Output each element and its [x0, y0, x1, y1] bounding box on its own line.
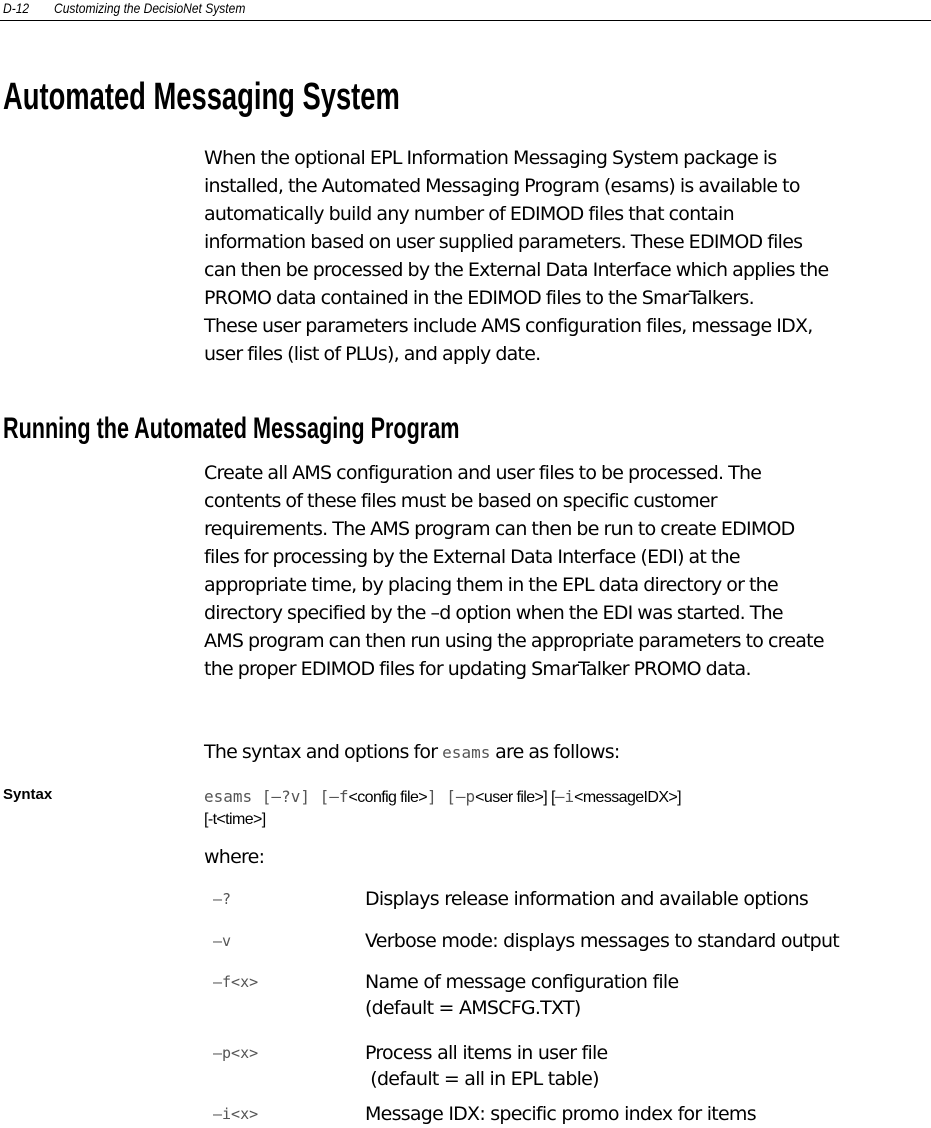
text-line: user files (list of PLUs), and apply date. — [204, 343, 541, 365]
command-name: esams — [442, 743, 491, 762]
option-flag: –i<x> — [213, 1105, 259, 1123]
option-flag: –f<x> — [213, 973, 259, 991]
syntax-intro-after: are as follows: — [490, 741, 620, 763]
text-line: (default = all in EPL table) — [365, 1068, 599, 1090]
where-label: where: — [204, 846, 265, 868]
option-description — [365, 928, 925, 954]
text-line: directory specified by the –d option when the EDI was started. The — [204, 602, 783, 624]
text-line: the proper EDIMOD files for updating SmarTalker PROMO data. — [204, 658, 751, 680]
text-line: AMS program can then run using the appropriate parameters to create — [204, 630, 824, 652]
syntax-part: <config file> — [348, 789, 427, 806]
option-description — [365, 1101, 925, 1127]
page-title: Automated Messaging System — [3, 76, 400, 118]
text-line: These user parameters include AMS configuration files, message IDX, — [204, 315, 813, 337]
chapter-title: Customizing the DecisioNet System — [54, 0, 246, 16]
page-number: D-12 — [3, 0, 30, 16]
syntax-part: esams [–?v] [–f — [204, 787, 349, 806]
syntax-part: <user file>] [ — [475, 789, 555, 806]
syntax-intro-before: The syntax and options for — [204, 741, 443, 763]
intro-paragraph — [204, 144, 929, 368]
running-paragraph — [204, 459, 929, 683]
text-line: can then be processed by the External Data Interface which applies the — [204, 259, 829, 281]
syntax-part: <messageIDX>] — [574, 789, 682, 806]
syntax-line: [-t<time>] — [204, 811, 266, 828]
text-line: requirements. The AMS program can then be run to create EDIMOD — [204, 518, 795, 540]
section-heading: Running the Automated Messaging Program — [3, 412, 460, 445]
option-description — [365, 1040, 925, 1092]
text-line: contents of these files must be based on specific customer — [204, 490, 717, 512]
text-line: Verbose mode: displays messages to standard output — [365, 930, 839, 952]
syntax-part: ] [–p — [426, 787, 476, 806]
option-flag: –v — [213, 932, 232, 950]
text-line: (default = AMSCFG.TXT) — [365, 997, 581, 1019]
page-header — [0, 0, 931, 21]
text-line: files for processing by the External Data Interface (EDI) at the — [204, 546, 740, 568]
text-line: When the optional EPL Information Messaging System package is — [204, 147, 777, 169]
option-flag: –p<x> — [213, 1044, 259, 1062]
text-line: Displays release information and available options — [365, 888, 809, 910]
option-description — [365, 969, 925, 1021]
text-line: Message IDX: specific promo index for items — [365, 1103, 756, 1125]
text-line: Create all AMS configuration and user files to be processed. The — [204, 462, 762, 484]
text-line: automatically build any number of EDIMOD files that contain — [204, 203, 734, 225]
syntax-line — [204, 786, 924, 809]
option-description — [365, 886, 925, 912]
syntax-part: –i — [554, 787, 575, 806]
option-flag: –? — [213, 890, 232, 908]
text-line: Name of message configuration file — [365, 971, 679, 993]
syntax-label: Syntax — [3, 786, 53, 803]
text-line — [204, 738, 929, 767]
text-line: appropriate time, by placing them in the EPL data directory or the — [204, 574, 778, 596]
text-line: PROMO data contained in the EDIMOD files to the SmarTalkers. — [204, 287, 754, 309]
text-line: installed, the Automated Messaging Program (esams) is available to — [204, 175, 800, 197]
text-line: information based on user supplied parameters. These EDIMOD files — [204, 231, 803, 253]
text-line: Process all items in user file — [365, 1042, 608, 1064]
syntax-block — [204, 786, 924, 831]
syntax-intro — [204, 738, 929, 767]
